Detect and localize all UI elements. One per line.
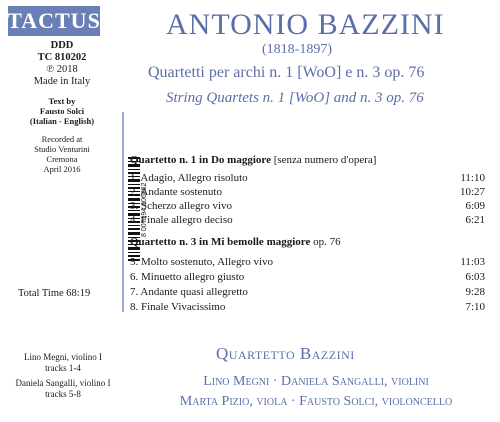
track-name: 6. Minuetto allegro giusto (130, 271, 245, 283)
track-time: 6:03 (465, 271, 485, 283)
track-row (130, 271, 485, 283)
track-time: 11:03 (460, 256, 485, 268)
ddd-label: DDD (50, 40, 74, 51)
track-time: 6:21 (465, 214, 485, 226)
text-by-author: Fausto Solci (39, 106, 85, 116)
track-time: 9:28 (465, 286, 485, 298)
catalog-number: TC 810202 (37, 52, 87, 63)
copyright: ℗ 2018 (46, 64, 78, 75)
track-row (130, 200, 485, 212)
track-row (130, 301, 485, 313)
catalog-info (6, 40, 118, 174)
total-time: Total Time 68:19 (18, 288, 91, 299)
barcode-number: 8 007194 106862 (141, 182, 148, 238)
track-row (130, 286, 485, 298)
track-name: 4. Finale allegro deciso (130, 214, 233, 226)
recorded-line-3: Cremona (46, 154, 78, 164)
composer-name: ANTONIO BAZZINI (166, 8, 445, 41)
track-row (130, 256, 485, 268)
title-english: String Quartets n. 1 [WoO] and n. 3 op. 76 (166, 90, 424, 106)
work-1-title: Quartetto n. 1 in Do maggiore (130, 154, 271, 166)
composer-dates: (1818-1897) (262, 42, 332, 57)
work-2-title: Quartetto n. 3 in Mi bemolle maggiore (130, 236, 311, 248)
credit-1 (8, 352, 118, 374)
track-time: 11:10 (460, 172, 485, 184)
track-name: 8. Finale Vivacissimo (130, 301, 226, 313)
work-2-heading (130, 236, 341, 248)
work-1-heading (130, 154, 376, 166)
track-time: 10:27 (459, 186, 485, 198)
track-name: 3. Scherzo allegro vivo (130, 200, 233, 212)
performers-line-1: Lino Megni · Daniela Sangalli, violini (203, 374, 429, 389)
track-row (130, 186, 485, 198)
track-name: 7. Andante quasi allegretto (130, 286, 248, 298)
tactus-logo: TACTUS (8, 6, 100, 36)
title-italian: Quartetti per archi n. 1 [WoO] e n. 3 op. 76 (148, 64, 425, 81)
credit-1-name: Lino Megni, violino I (24, 352, 102, 362)
recorded-line-4: April 2016 (43, 164, 81, 174)
text-by-line: Text by (48, 96, 76, 106)
credit-2-name: Daniela Sangalli, violino I (15, 378, 111, 388)
recorded-line-2: Studio Venturini (34, 144, 90, 154)
track-name: 5. Molto sostenuto, Allegro vivo (130, 256, 273, 268)
track-time: 7:10 (465, 301, 485, 313)
work-1-subtitle: [senza numero d'opera] (273, 154, 377, 166)
track-name: 2. Andante sostenuto (130, 186, 222, 198)
made-in: Made in Italy (33, 76, 91, 87)
credit-2-tracks: tracks 5-8 (45, 389, 81, 399)
credit-1-tracks: tracks 1-4 (45, 363, 81, 373)
performers-line-2: Marta Pizio, viola · Fausto Solci, violoncello (179, 394, 453, 409)
work-2-subtitle: op. 76 (313, 236, 341, 248)
credit-2 (8, 378, 118, 400)
track-row (130, 214, 485, 226)
recorded-line-1: Recorded at (41, 134, 83, 144)
ensemble-name: Quartetto Bazzini (216, 344, 355, 363)
text-by-languages: (Italian - English) (29, 116, 95, 126)
track-time: 6:09 (465, 200, 485, 212)
track-row (130, 172, 485, 184)
vertical-divider (122, 112, 124, 312)
track-name: 1. Adagio, Allegro risoluto (130, 172, 248, 184)
